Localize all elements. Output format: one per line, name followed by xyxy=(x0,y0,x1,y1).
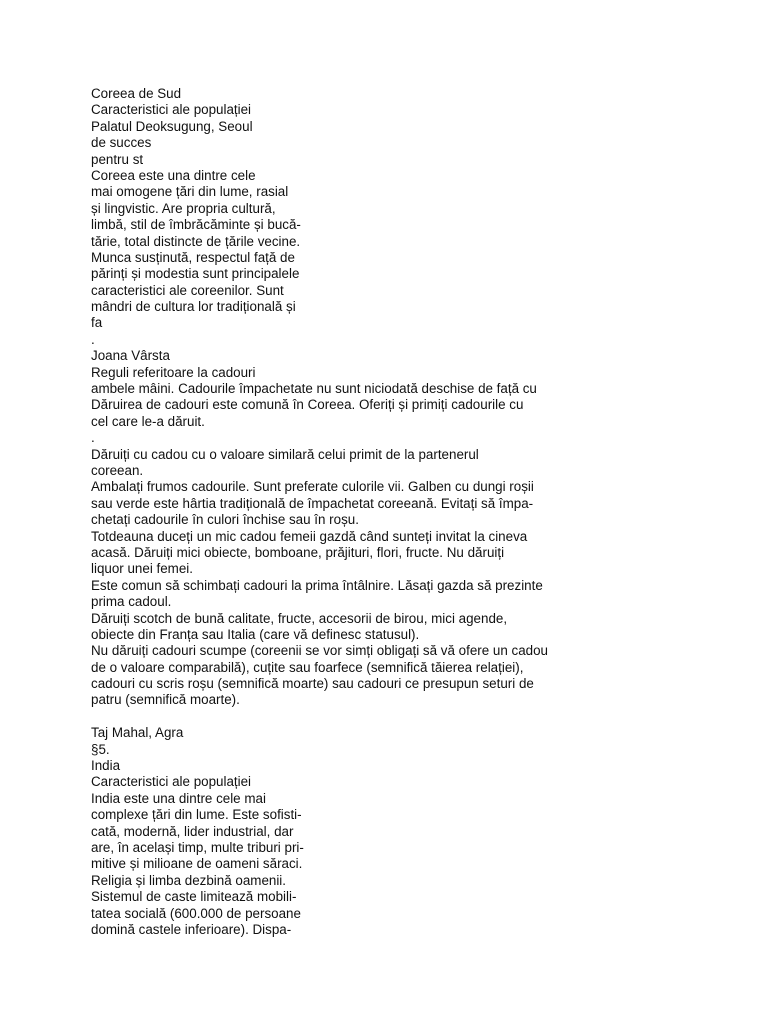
text-line: India xyxy=(91,758,121,774)
text-line: sau verde este hârtia tradițională de împachetat coreeană. Evitați să împa- xyxy=(91,495,534,511)
text-line: complexe țări din lume. Este sofisti- xyxy=(91,807,302,823)
text-line: . xyxy=(91,430,95,446)
text-line: mândri de cultura lor tradițională și xyxy=(91,299,296,315)
text-line: părinți și modestia sunt principalele xyxy=(91,266,300,282)
text-line: Religia și limba dezbină oamenii. xyxy=(91,872,287,888)
text-line: mai omogene țări din lume, rasial xyxy=(91,184,289,200)
text-line: Coreea de Sud xyxy=(91,86,182,101)
text-line: pentru st xyxy=(91,151,144,167)
text-line: cată, modernă, lider industrial, dar xyxy=(91,823,294,839)
text-line: patru (semnifică moarte). xyxy=(91,692,240,708)
text-line: Munca susținută, respectul față de xyxy=(91,249,295,265)
text-line: prima cadoul. xyxy=(91,594,172,610)
text-line: India este una dintre cele mai xyxy=(91,790,266,806)
text-line: Joana Vârsta xyxy=(91,348,170,364)
text-line: mitive și milioane de oameni săraci. xyxy=(91,856,303,872)
text-line: Este comun să schimbați cadouri la prima întâlnire. Lăsați gazda să prezinte xyxy=(91,577,543,593)
text-line: coreean. xyxy=(91,462,144,478)
text-line: Dăruirea de cadouri este comună în Coreea. Oferiți și primiți cadourile cu xyxy=(91,397,524,413)
text-line: Nu dăruiți cadouri scumpe (coreenii se vor simți obligați să vă ofere un cadou xyxy=(91,643,548,659)
text-line: Totdeauna duceți un mic cadou femeii gazdă când sunteți invitat la cineva xyxy=(91,528,528,544)
text-line: liquor unei femei. xyxy=(91,561,193,577)
text-line: Caracteristici ale populației xyxy=(91,774,252,790)
text-line: Dăruiți cu cadou cu o valoare similară celui primit de la partenerul xyxy=(91,446,479,462)
text-line: tărie, total distincte de țările vecine. xyxy=(91,233,301,249)
text-line: chetați cadourile în culori închise sau în roșu. xyxy=(91,512,359,528)
text-line: limbă, stil de îmbrăcăminte și bucă- xyxy=(91,217,301,233)
text-line: Ambalați frumos cadourile. Sunt preferate culorile vii. Galben cu dungi roșii xyxy=(91,479,534,495)
text-line: tatea socială (600.000 de persoane xyxy=(91,905,301,921)
text-line: ambele mâini. Cadourile împachetate nu sunt niciodată deschise de față cu xyxy=(91,381,537,397)
text-line: are, în același timp, multe triburi pri- xyxy=(91,839,304,855)
blank-line xyxy=(91,709,711,725)
text-line: Dăruiți scotch de bună calitate, fructe, accesorii de birou, mici agende, xyxy=(91,610,508,626)
text-line: acasă. Dăruiți mici obiecte, bomboane, prăjituri, flori, fructe. Nu dăruiți xyxy=(91,544,505,560)
text-line: de succes xyxy=(91,135,152,151)
text-line: §5. xyxy=(91,741,110,757)
text-line: Reguli referitoare la cadouri xyxy=(91,364,256,380)
text-line: Taj Mahal, Agra xyxy=(91,725,184,741)
text-line: și lingvistic. Are propria cultură, xyxy=(91,200,276,216)
text-line: domină castele inferioare). Dispa- xyxy=(91,921,292,937)
text-line: caracteristici ale coreenilor. Sunt xyxy=(91,282,284,298)
text-line: Palatul Deoksugung, Seoul xyxy=(91,118,253,134)
text-line: cel care le-a dăruit. xyxy=(91,413,205,429)
text-line: . xyxy=(91,331,95,347)
text-line: Caracteristici ale populației xyxy=(91,102,252,118)
text-line: fa xyxy=(91,315,103,331)
document-page xyxy=(91,86,711,938)
text-line: Coreea este una dintre cele xyxy=(91,167,256,183)
text-line: Sistemul de caste limitează mobili- xyxy=(91,889,297,905)
text-line: cadouri cu scris roșu (semnifică moarte) sau cadouri ce presupun seturi de xyxy=(91,676,534,692)
text-line: obiecte din Franța sau Italia (care vă definesc statusul). xyxy=(91,626,420,642)
text-line: de o valoare comparabilă), cuțite sau foarfece (semnifică tăierea relației), xyxy=(91,659,524,675)
